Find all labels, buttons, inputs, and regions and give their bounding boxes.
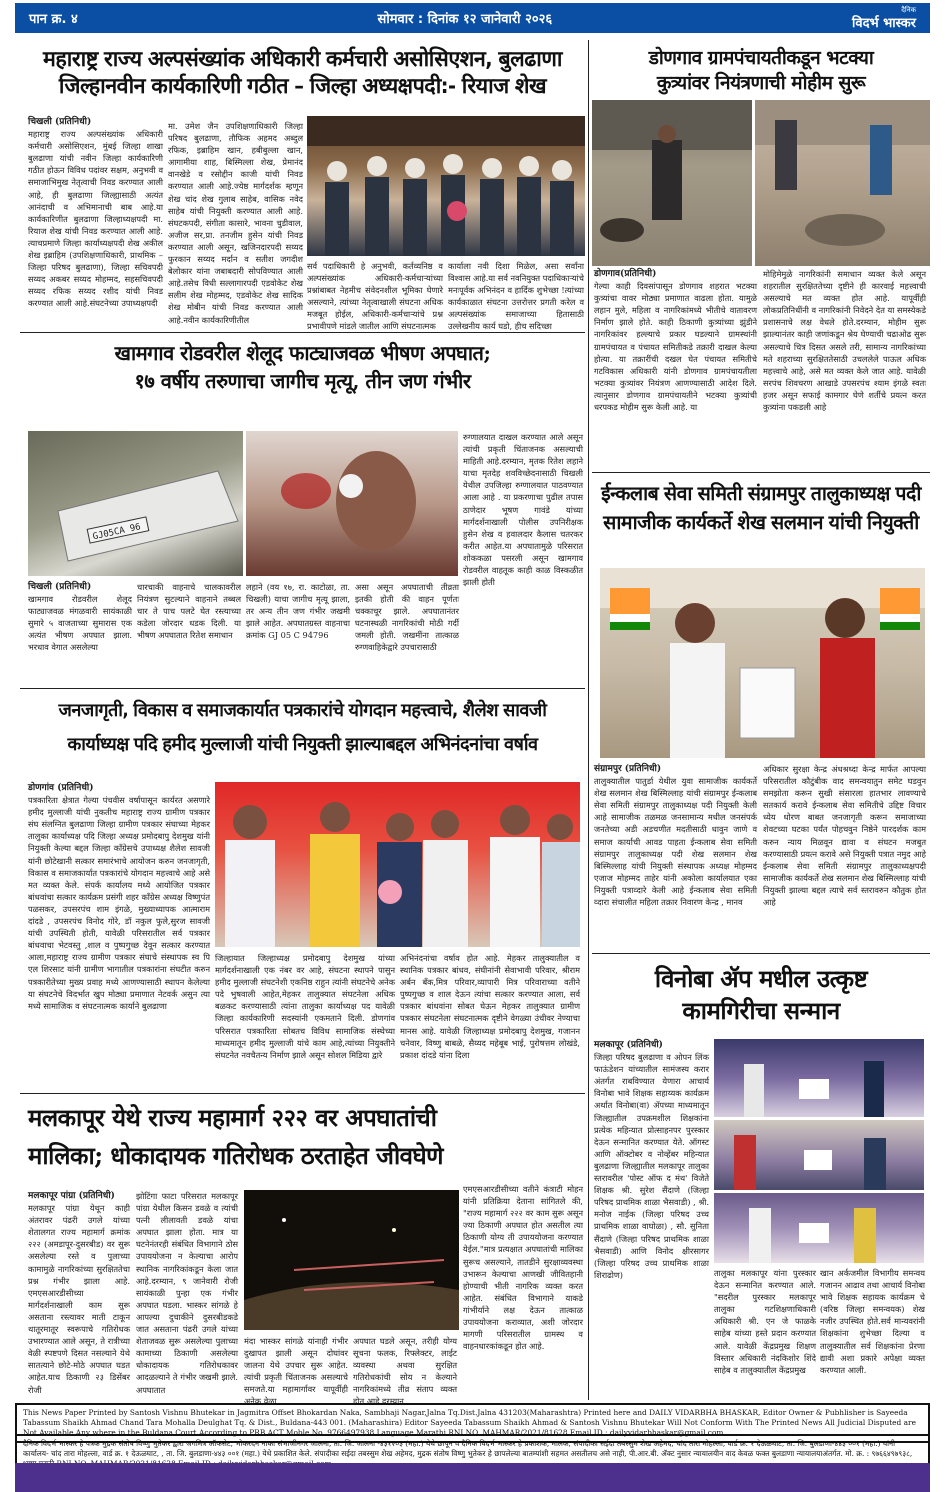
column-text: लहाने (वय १७, रा. काटोळा, ता. चिखली) याचा जागीच मृत्यू झाला, तर अन्य तीन जण गंभीर जखमी झाले आहेत. अपघातग्रस्त वाहनाचा क्रमांक GJ 05 C 94796 [246, 582, 350, 641]
article-column [714, 1267, 816, 1397]
headline-line-1: खामगाव रोडवरील शेलूद फाट्याजवळ भीषण अपघात; [114, 341, 491, 365]
newspaper-brand [852, 7, 916, 30]
column-text: तालुक्यातील पातुर्डा येथील युवा सामाजीक कार्यकर्ते शेख सलमान शेख बिस्मिल्लाह यांची संग्रामपुर ईन्कलाब सेवा समिती संग्रामपुर तालुकाध्यक्ष पदी नियुक्ती केली आहे सामाजीक तळमळ जनसामान्य मधील जनसंपर्क जनतेच्या अडी अडचणीत मदतीसाठी धावुन जाणे व समाज कार्याची आवड पाहता ईन्कलाब सेवा समिती संग्रामपुर तालुकाध्यक्ष पदी शेख सलमान शेख बिस्मिल्लाह यांची नियुक्ती संस्थापक अध्यक्ष मोहम्मद एजाज मोहम्मद ताहेर यांनी अकोला कार्यालयात एका नियुक्ती पत्राव्दारे केली आहे ईन्कलाब सेवा समिती व्दारा संचालीत महिला तक्रार निवारण केन्द्र , मानव [594, 776, 757, 908]
column-text: असा असून अपघाताची तीव्रता इतकी होती की वाहन पूर्णतः चक्काचूर झाले. अपघातानंतर घटनास्थळी नागरिकांची मोठी गर्दी जमली होती. जखमींना तात्काळ रुग्णवाहिकेद्वारे उपचारासाठी [355, 582, 459, 653]
article-column [355, 581, 459, 685]
column-text: तालुका मलकापूर यांना पुरस्कार देऊन सन्मानित करण्यात आले. "सदरील पुरस्कार मलकापूर तालुका गटशिक्षणाधिकारी अधिकारी श्री. एन जे फाळके साहेब यांच्या हस्ते प्रदान करण्यात आले. यावेळी केंद्रप्रमुख शिक्षण विस्तार अधिकारी नंदकिशोर शिंदे साहेब व तालुक्यातील केंद्रप्रमुख [714, 1268, 816, 1375]
column-text: अधिकार सुरक्षा केन्द्र अंधश्रध्दा केन्द्र मार्फत आपल्या परिसरातील कौटुंबीक वाद समन्वयातुन समेट घडवुन समझोता करून सुखी संसारला हातभार लावण्याचे सतकार्य करावे ईन्कलाब सेवा समितीचे उद्दिष्ट विचार ध्येय धोरण बाबत जनजागृती करून समाजाच्या शेवटच्या घटका पर्यंत पोहचवुन निष्ठेने पारदर्शक काम करुन न्याय मिळवून द्यावा व संघटन मजबुत करण्यासाठी प्रयत्न करावे असे नियुक्ती पत्रात नमुद आहे ईन्कलाब सेवा समिती संग्रामपुर तालुकाध्यक्षपदी सामाजीक कार्यकर्ते शेख सलमान शेख बिस्मिल्लाह यांची नियुक्ती झाल्या बद्दल त्याचे सर्व स्तरावरुन कौतुक होत आहे [763, 764, 926, 908]
section-divider [592, 472, 930, 473]
column-text: एमएसआरडीसीच्या वतीने कंत्राटी मोहन यांनी प्रतिक्रिया देताना सांगितले की, "राज्य महामार्ग २२२ वर काम सुरू असून ज्या ठिकाणी अपघात होत असतील त्या ठिकाणी योग्य ती उपाययोजना करण्यात येईल."मात्र प्रत्यक्षात अपघातांची मालिका सुरूच असल्याने, तातडीने सुरक्षाव्यवस्था उभारून केल्याचा आणखी जीवितहानी होण्याची भीती नागरिक व्यक्त करत आहेत. संबंधित विभागाने याकडे गांभीर्याने लक्ष देऊन तात्काळ उपाययोजना कराव्यात, अशी जोरदार मागणी परिसरातील ग्रामस्थ व वाहनधारकांकडून होत आहे. [463, 1184, 583, 1352]
brand-name: विदर्भ भास्कर [851, 15, 916, 31]
article-column [463, 431, 583, 685]
victim-image [246, 431, 458, 576]
headline-line-1: महाराष्ट्र राज्य अल्पसंख्यांक अधिकारी कर्मचारी असोसिएशन, बुलढाणा [43, 47, 562, 72]
column-text: जिल्हायात जिल्हाध्यक्ष प्रमोदबापु देशमुख यांच्या मार्गदर्शनाखाली एक नंबर वर आहे, संघटना स्थापने पासुन हमीद मुल्लाजी संघटनेशी एकनिष्ठ राहुन त्यांनी संघटनेचे अनेक पदे भुषवाली आहेत,मेहकर तालुक्यात संघटनेला अधिक बळकट करण्यासाठी त्यांना तालुका कार्याध्यक्ष पद यावेळी जिल्हा कार्यकारिणी सदस्यांनी एकमताने दिली. डोणगांव परिसरात पत्रकारिता सोबतच विविध सामाजिक संस्थेच्या माध्यमातून हमीद मुल्लाजी यांचे काम आहे,त्यांच्या नियुक्तीने संघटनेत नवचैतन्य निर्माण झाले असून सोशल मिडिया द्वारे [215, 953, 395, 1060]
column-text: रुग्णालयात दाखल करण्यात आले असून त्यांची प्रकृती चिंताजनक असल्याची माहिती आहे.दरम्यान, मृतक रितेश लहाने याचा मृतदेह शवविच्छेदनासाठी चिखली येथील उपजिल्हा रुग्णालयात पाठवण्यात आला आहे . या प्रकरणाचा पुढील तपास ठाणेदार भूषण गावंडे यांच्या मार्गदर्शनाखाली पोलीस उपनिरीक्षक हुसेन शेख व हवालदार कैलास चतरकर करीत आहेत.या अपघातामुळे परिसरात शोककळा पसरली असून खामगाव रोडवरील वाहतूक काही काळ विस्कळीत झाली होती [463, 432, 583, 588]
headline-line-2: सामाजीक कार्यकर्ते शेख सलमान यांची नियुक्ती [603, 511, 919, 534]
column-text: खान अर्कजमील विभागीय समन्वय गजानन आढाव तथा आचार्य विनोबा भावे शिक्षक सहायक कार्यक्रम चे (वरिष्ठ जिल्हा समन्वयक) शेख नजीर उपस्थित होते.सर्व मान्यवरांनी शिक्षकांना शुभेच्छा दिल्या व तालुक्यातील सर्व शिक्षकांना प्रेरणा द्यावी अशा प्रकारे अपेक्षा व्यक्त करण्यात आली. [820, 1268, 925, 1375]
article-column [28, 782, 210, 1087]
photo-scene [592, 100, 752, 266]
article-column [244, 1335, 348, 1407]
headline [20, 694, 585, 762]
article-inquilab-appointment [592, 475, 930, 950]
headline-line-2: जिल्हानवीन कार्यकारिणी गठीत – जिल्हा अध्यक्षपदी:- रियाज शेख [58, 74, 547, 99]
section-divider [20, 688, 585, 689]
section-divider [20, 332, 585, 333]
dateline: डोणगाव(प्रतिनिधी) [594, 269, 657, 279]
article-column [215, 952, 395, 1087]
headline [592, 963, 930, 1027]
column-text: जिल्हा परिषद बुलढाणा व ओपन लिंक फाऊंडेशन यांच्यातील सामंजस्य करार अंतर्गत राबविण्यात येणारा आचार्य विनोबा भावे शिक्षक सहाय्यक कार्यक्रम अर्थात विनोबा(वा) ॲपच्या माध्यमातून जिल्ह्यातील उपक्रमशील शिक्षकांना प्रत्येक महिन्यात प्रोत्साहनपर पुरस्कार देऊन सन्मानित करण्यात येते. ऑगस्ट आणि ऑक्टोबर व नोव्हेंबर महिन्यात बुलढाणा जिल्ह्यातील मलकापूर तालुका स्तरावरील 'पोस्ट ऑफ द मंथ' विजेते शिक्षक श्री. सुरेश सैंदाणे (जिल्हा परिषद प्राथमिक शाळा भैसवाडी) , श्री. मनोज नाईक (जिल्हा परिषद उच्च प्राथमिक शाळा वाघोळा) , सौ. सुनिता सैंदाणे (जिल्हा परिषद प्राथमिक शाळा भैसवाडी) आणि विनोद क्षीरसागर (जिल्हा परिषद उच्च प्राथमिक शाळा शिराढोण) [594, 1052, 709, 1280]
article-khamgaon-accident [20, 335, 585, 685]
footer-band [15, 1463, 930, 1492]
article-column [136, 1190, 238, 1398]
article-column [246, 581, 350, 685]
article-malkapur-highway [20, 1095, 585, 1407]
group-photo [307, 116, 585, 256]
headline [20, 1099, 585, 1175]
column-text: गेल्या काही दिवसांपासून डोणगाव शहरात भटक्या कुत्र्यांचा वावर मोठ्या प्रमाणात वाढला होता. यामुळे लहान मुले, महिला व नागरिकांमध्ये भीतीचे वातावरण निर्माण झाले होते. काही ठिकाणी कुत्र्यांच्या झुंडीने नागरिकांवर हल्ल्याचे प्रकार घडल्याने ग्रामस्थांनी ग्रामपंचायत व पंचायत समितीकडे तक्रारी दाखल केल्या होत्या. या तक्रारींची दखल घेत पंचायत समितीचे गटविकास अधिकारी यांनी डोणगाव ग्रामपंचायतीला भटक्या कुत्र्यांवर नियंत्रण आणण्यासाठी आदेश दिले. त्यानुसार डोणगाव ग्रामपंचायतीने भटक्या कुत्र्यांची धरपकड मोहीम सुरू केली आहे. या [594, 281, 757, 413]
dog-catching-photo-right [755, 100, 930, 266]
headline-line-1: ईन्कलाब सेवा समिती संग्रामपुर तालुकाध्यक्ष पदी [601, 482, 921, 505]
masthead-bar [15, 3, 930, 33]
column-text: मा. उमेश जैन उपशिक्षणाधिकारी जिल्हा परिषद बुलढाणा, तौफिक अहमद अब्दुल रफिक, इब्राहिम खान, हबीबुल्ला खान, आगामीया शाह, बिस्मिल्ला शेख, प्रेमानंद वानखेडे व रसोद्दीन काजी यांची निवड करण्यात आली आहे.ज्येष्ठ मार्गदर्शक म्हणून शेख चांद शेख गुलाब साहेब, वासिक नवेद साहेब यांची नियुक्ती करण्यात आली आहे. संघटकपदी, संगीता कासारे, भावना चुडीवाल, अजीज सर,प्रा. तनजीम हुसेन यांची निवड करण्यात आली असून, खजिनदारपदी सय्यद फुरकान सय्यद मर्दान व सतीश जगदीश बेलोकार यांना जबाबदारी सोपविण्यात आली आहे.तसेच विधी सल्लागारपदी एडवोकेट शेख सलीम शेख मोहम्मद, एडवोकेट शेख सादिक शेख मोबीन यांची निवड करण्यात आली आहे.नवीन कार्यकारिणीतील [168, 121, 303, 325]
dateline: मलकापूर (प्रतिनिधी) [594, 1040, 663, 1050]
article-journalist-appointment [20, 690, 585, 1090]
article-column [353, 1335, 457, 1407]
article-column [820, 1267, 925, 1397]
section-divider [20, 1093, 585, 1094]
headline-line-2: कामगिरीचा सन्मान [682, 996, 840, 1025]
article-column [168, 120, 303, 330]
license-plate: GJ05CA 96 [91, 522, 142, 543]
column-text: खामगाव रोडवरील शेलूद फाट्याजवळ मंगळवारी सायंकाळी सुमारे ५ वाजताच्या सुमारास एक अत्यंत भीषण अपघात झाला. भरधाव वेगात असलेल्या [28, 594, 132, 653]
headline-line-1: मलकापूर येथे राज्य महामार्ग २२२ वर अपघातांची [28, 1103, 437, 1132]
photo-scene [714, 1193, 924, 1263]
dateline: डोणगांव (प्रतिनिधी) [28, 783, 94, 793]
article-minority-association [20, 40, 585, 330]
night-road-photo [244, 1190, 459, 1330]
column-text: अभिनंदनांचा वर्षाव होत आहे. मेहकर तालुक्यातील व स्थानिक पत्रकार बांधव, संघीनांनी सेवाभावी परिवार, श्रीराम अर्बन बँक,मित्र परिवार,व्यापारी मित्र परिवाराच्या वतीने पुष्पगुच्छ व शाल देऊन त्यांचा सत्कार करण्यात आला, सर्व पत्रकार बांधवांना सोबत घेऊन मेहकर तालुक्यात ग्रामीण पत्रकार संघटनेला संघटनात्मक दृष्टीने वेगळ्या उंचीवर नेण्याचा मानस आहे. यावेळी जिल्हाध्यक्ष प्रमोदबापु देशमुख, गजानन चनेवार, विष्णु बाबळे, सैय्यद महेबूब भाई, पुरोषत्तम लोखंडे, प्रकाश दांदडे यांना दिला [400, 953, 580, 1060]
headline-line-1: विनोबा ॲप मधील उत्कृष्ट [654, 964, 868, 993]
dateline: चिखली (प्रतिनिधी) [28, 117, 92, 127]
column-divider [588, 40, 589, 1400]
headline-line-1: जनजागृती, विकास व समाजकार्यात पत्रकारांचे योगदान महत्त्वाचे, शैलेश सावजी [58, 700, 547, 721]
people-silhouettes [307, 116, 585, 256]
article-column [28, 581, 132, 685]
dateline: संग्रामपुर (प्रतिनिधी) [594, 764, 662, 774]
article-column [448, 260, 584, 330]
article-column [594, 1039, 709, 1397]
headline-line-2: १७ वर्षीय तरुणाचा जागीच मृत्यू, तीन जण गंभीर [134, 369, 471, 393]
imprint-text: This News Paper Printed by Santosh Vishnu Bhutekar in Jagmitra Offset Bhokardan Naka, Sambhaji Nagar,Jalna Tq.Dist.Jalna 431203(Maharashtra) Printed here and DAILY VIDARBHA BHASKAR, Editor Owner & Pubhlisher is Sayeeda Tabassum Shaikh Ahmad Chand Tara Mohalla Deulghat Tq. & Dist., Buldana-443 001. (Maharashira) Editor Sayeeda Tabassum Shaikh Ahmad & Santosh Vishnu Bhutekar Will Not Conform With The Printed News All Judicial Disputed are Not Available Any where in the Buldana Court According to PRB ACT Moble No. 9766497938 Language Marathi RNI NO. MAHMAR/2021/81628 Email ID : dailyvidarbhaskar@gmail.com. [23, 1408, 916, 1437]
dateline: मलकापूर पांग्रा (प्रतिनिधी) [28, 1191, 115, 1201]
photo-scene [714, 1120, 924, 1190]
section-divider [592, 953, 930, 954]
issue-date: सोमवार : दिनांक १२ जानेवारी २०२६ [377, 12, 553, 27]
photo-scene [755, 100, 930, 266]
award-photo-3 [714, 1193, 924, 1263]
people-group [215, 782, 580, 947]
article-column [400, 952, 580, 1087]
appointment-letter-photo [600, 568, 925, 758]
column-text: पत्रकारिता क्षेत्रात गेल्या पंचवीस वर्षापासून कार्यरत असणारे हमीद मुल्लाजी यांची नुकतीच महाराष्ट्र राज्य ग्रामीण पत्रकार संघ संलग्नित बुलढाणा जिल्हा ग्रामीण पत्रकार संघाच्या मेहकर तालुका कार्याध्यक्ष पदि जिल्हा अध्यक्ष प्रमोदबापु देशमुख यांनी नियुक्ती केल्या बद्दल जिल्हा काँग्रेसचे उपाध्यक्ष शैलेश सावजी यांनी छोटेखानी सत्कार समारंभाचे आयोजन करुन जनजागृती, विकास व समाजकार्यात पत्रकारांचे योगदान महत्त्वाचे आहे असे मत व्यक्त केले. संपर्क कार्यालय मध्ये आयोजित पत्रकार बांधवांचा सत्कार कार्यक्रम प्रसंगी शहर काँग्रेस अध्यक्ष विष्णुपंत पळसकर, उपसरपंच शाम इंगळे, मुख्याध्यापक आत्माराम दांदडे , उपसरपंच विनोद गोरे, डॉ नकुल फुले,सुरज सावजी यांची उपस्थिती होती, यावेळी परिसरातील सर्व पत्रकार बांधवाचा भेटवस्तु ,शाल व पुष्पगुच्छ देवून सत्कार करण्यात आला,महाराष्ट्र राज्य ग्रामीण पत्रकार संघाचे संस्थापक स्व पि एल शिरसाट यांनी ग्रामीण भागातील पत्रकारांना संघटीत करुन पत्रकारीतेच्या मुख्य प्रवाह मध्ये आणण्यासाठी स्थापन केलेल्या या संघटनेचे विदर्भात खुप मोठ्या प्रमाणात नेटवर्क असुन त्या मध्ये सामाजिक व संघटनात्मक कार्याने बुलढाणा [28, 795, 210, 1011]
article-vinoba-app-award [592, 955, 930, 1400]
headline [592, 479, 930, 537]
article-column [763, 268, 926, 468]
brand-prefix: दैनिक [901, 5, 916, 14]
column-text: चारचाकी वाहनाचे चालकावरील नियंत्रण सुटल्याने वाहनाने तब्बल चार ते पाच पलटे घेत रस्त्याच्या कडेला जोरदार धडक दिली. या भीषण अपघातात रितेश समाधान [137, 582, 241, 641]
article-column [594, 268, 757, 468]
column-text: सर्व पदाधिकारी हे अनुभवी, कर्तव्यनिष्ठ व अल्पसंख्यांक अधिकारी-कर्मचाऱ्यांच्या प्रश्नांबाबत नेहमीच संवेदनशील भूमिका घेणारे असल्याने, त्यांच्या नेतृत्वाखाली संघटना अधिक मजबूत होईल, अधिकारी-कर्मचाऱ्यांचे प्रश्न प्रभावीपणे मांडले जातील आणि संघटनात्मक [307, 261, 443, 332]
dog-catching-photo-left [592, 100, 752, 266]
headline [20, 46, 585, 100]
car-wreck [28, 431, 243, 576]
article-column [594, 763, 757, 948]
headline-line-2: कुत्र्यांवर नियंत्रणाची मोहीम सुरू [656, 72, 866, 94]
column-text: मोहिमेमुळे नागरिकांनी समाधान व्यक्त केले असून शहरातील सुरक्षिततेच्या दृष्टीने ही कारवाई महत्त्वाची असल्याचे मत व्यक्त होत आहे. यापूर्वीही लोकप्रतिनिधींनी व नागरिकांनी निवेदने देत या समस्येकडे प्रशासनाचे लक्ष वेधले होते.दरम्यान, मोहीम सुरू झाल्यानंतर काही जणांकडून श्रेय घेण्याची चढाओढ सुरू असल्याचे चित्र दिसत असले तरी, सामान्य नागरिकांच्या मते शहराच्या सुरक्षिततेसाठी उचललेले पाऊल अधिक महत्त्वाचे आहे, असे मत व्यक्त केले जात आहे. यावेळी सरपंच शिवचरण आखाडे उपसरपंच श्याम इंगळे स्वतः हजर असून सफाई कामगार घेणे शर्तीचे प्रयत्न करत कुत्र्यांना पकडली आहे [763, 269, 926, 413]
headline-line-1: डोणगाव ग्रामपंचायतीकडून भटक्या [648, 47, 874, 69]
article-column [137, 581, 241, 685]
award-photo-2 [714, 1120, 924, 1190]
injured-victim-photo [246, 431, 458, 576]
article-column [763, 763, 926, 948]
article-column [28, 116, 163, 330]
page-number: पान क्र. ४ [29, 12, 78, 27]
photo-scene [600, 568, 925, 758]
road-barrier-scene [244, 1190, 459, 1330]
headline [592, 46, 930, 96]
column-text: मंदा भास्कर सांगळे यांनाही गंभीर दुखापत झाली असून दोघांवर जालना येथे उपचार सुरू आहेत. त्यांची प्रकृती चिंताजनक असल्याचे समजते.या महामार्गावर यापूर्वीही अनेक वेळा [244, 1336, 348, 1407]
column-text: झोटिंगा फाटा परिसरात मलकापूर पांग्रा येथील किसन डवळे व त्यांची पत्नी लीलावती डवळे यांचा अपघात झाला होता. मात्र या घटनेनंतरही संबंधित विभागाने ठोस उपाययोजना न केल्याचा आरोप स्थानिक नागरिकांकडून केला जात आहे.दरम्यान, ९ जानेवारी रोजी सायंकाळी पुन्हा एक गंभीर अपघात घडला. भास्कर सांगळे हे आपल्या दुचाकीने दुसरबीडकडे जात असताना पंढरी उगले यांच्या शेताजवळ सुरू असलेल्या पुलाच्या कामाच्या ठिकाणी असलेल्या धोकादायक गतिरोधकावर आदळल्याने ते गंभीर जखमी झाले. अपघातात [136, 1191, 238, 1395]
article-column [28, 1190, 130, 1398]
headline-line-2: कार्याध्यक्ष पदि हमीद मुल्लाजी यांची नियुक्ती झाल्याबद्दल अभिनंदनांचा वर्षाव [67, 734, 538, 755]
column-text: महाराष्ट्र राज्य अल्पसंख्यांक अधिकारी कर्मचारी असोसिएशन, मुंबई जिल्हा शाखा बुलढाणा यांची नवीन जिल्हा कार्यकारिणी गठीत होऊन विविध पदांवर सक्षम, अनुभवी व समाजाभिमुख नेतृत्वाची निवड करण्यात आली आहे, ही बुलढाणा जिल्ह्यासाठी अत्यंत आनंदाची व अभिमानाची बाब आहे.या कार्यकारिणीत बुलढाणा जिल्हाध्यक्षपदी मा. रियाज शेख यांची निवड करण्यात आली आहे. त्याचप्रमाणे जिल्हा कार्याध्यक्षपदी शेख अकील शेख इब्राहिम (उपशिक्षणाधिकारी, प्राथमिक – जिल्हा परिषद बुलढाणा), जिल्हा सचिवपदी सय्यद अकबर सय्यद मोहम्मद, सहसचिवपदी सय्यद रफिक सय्यद रशीद यांची निवड करण्यात आली आहे.संघटनेच्या उपाध्यक्षपदी [28, 129, 163, 309]
column-text: अपघात घडले असून, तरीही योग्य सूचना फलक, रिफ्लेक्टर, लाईट व्यवस्था अथवा सुरक्षित गतिरोधकांची सोय न केल्याने नागरिकांमध्ये तीव्र संताप व्यक्त होत आहे.दरम्यान, [353, 1336, 457, 1407]
headline-line-2: मालिका; धोकादायक गतिरोधक ठरताहेत जीवघेणे [28, 1141, 444, 1170]
award-photo-1 [714, 1039, 924, 1117]
felicitation-photo [215, 782, 580, 947]
article-column [463, 1183, 583, 1398]
imprint-text: दैनिक विदर्भ भास्कर हे पत्रक मुद्रक संतोष विष्णु भुतेकर द्वारा जगमित्र ऑफसेट, भोकरदन नाका संभाजीनगर जालना, ता. जि. जालना -४३१२०३ (महा.) येथे छापून व दैनिक विदर्भ भास्कर हे प्रकाशक, मालक, संपादीका सईदा तबस्सुम शेख अहेमद, चांद तारा मोहल्ला, वार्ड क्र. १ देऊळघाट, ता. जि. बुलडाणा-४४३ ००१ (महा.) यांनी कार्यालय- चांद तारा मोहल्ला, वार्ड क्र. १ देऊळघाट, , ता. जि. बुलडाणा-४४३ ००१ (महा.) येथे प्रकाशित केले. संपादीका सईदा तबस्सुम शेख अहेमद, मुद्रक संतोष विष्णु भुतेकर हे छापलेल्या बातम्यांशी सहमत असतीलच असे नाही, पी.आर.बी. ॲक्ट नुसार न्यायालयीन वाद केवळ फक्त बुलडाणा न्यायालयाअंतर्गत. मो. क्र. : ९७६६४९७९३८, [23, 1439, 913, 1458]
column-text: मलकापूर पांग्रा येथून काही अंतरावर पंढरी उगले यांच्या शेतालगत राज्य महामार्ग क्रमांक २२२ (अमडापूर-दुसरबीड) वर सुरू असलेल्या रस्ते व पुलाच्या कामामुळे नागरिकांच्या सुरक्षिततेचा प्रश्न गंभीर झाला आहे. एमएसआरडीसीच्या मार्गदर्शनाखाली काम सुरू असताना रस्त्यावर माती टाकून थातूरमातूर स्वरूपाचे गतिरोधक उभारण्यात आले असून, ते रात्रीच्या वेळी स्पष्टपणे दिसत नसल्याने येथे सातत्याने छोटे-मोठे अपघात घडत आहेत.याच ठिकाणी २३ डिसेंबर रोजी [28, 1203, 130, 1395]
article-dongaon-stray-dogs [592, 40, 930, 470]
headline [20, 339, 585, 395]
column-text: कार्याला नवी दिशा मिळेल, असा सर्वांना विश्वास आहे.या सर्व नवनियुक्त पदाधिकाऱ्यांचे मनःपूर्वक अभिनंदन व हार्दिक शुभेच्छा !त्यांच्या कार्यकाळात संघटना उत्तरोत्तर प्रगती करेल व अल्पसंख्यांक समाजाच्या हितासाठी उल्लेखनीय कार्य घडो, हीच सदिच्छा [448, 261, 584, 332]
dateline: चिखली (प्रतिनिधी) [28, 582, 92, 592]
crashed-car-photo [28, 431, 243, 576]
photo-scene [714, 1039, 924, 1117]
article-column [307, 260, 443, 330]
